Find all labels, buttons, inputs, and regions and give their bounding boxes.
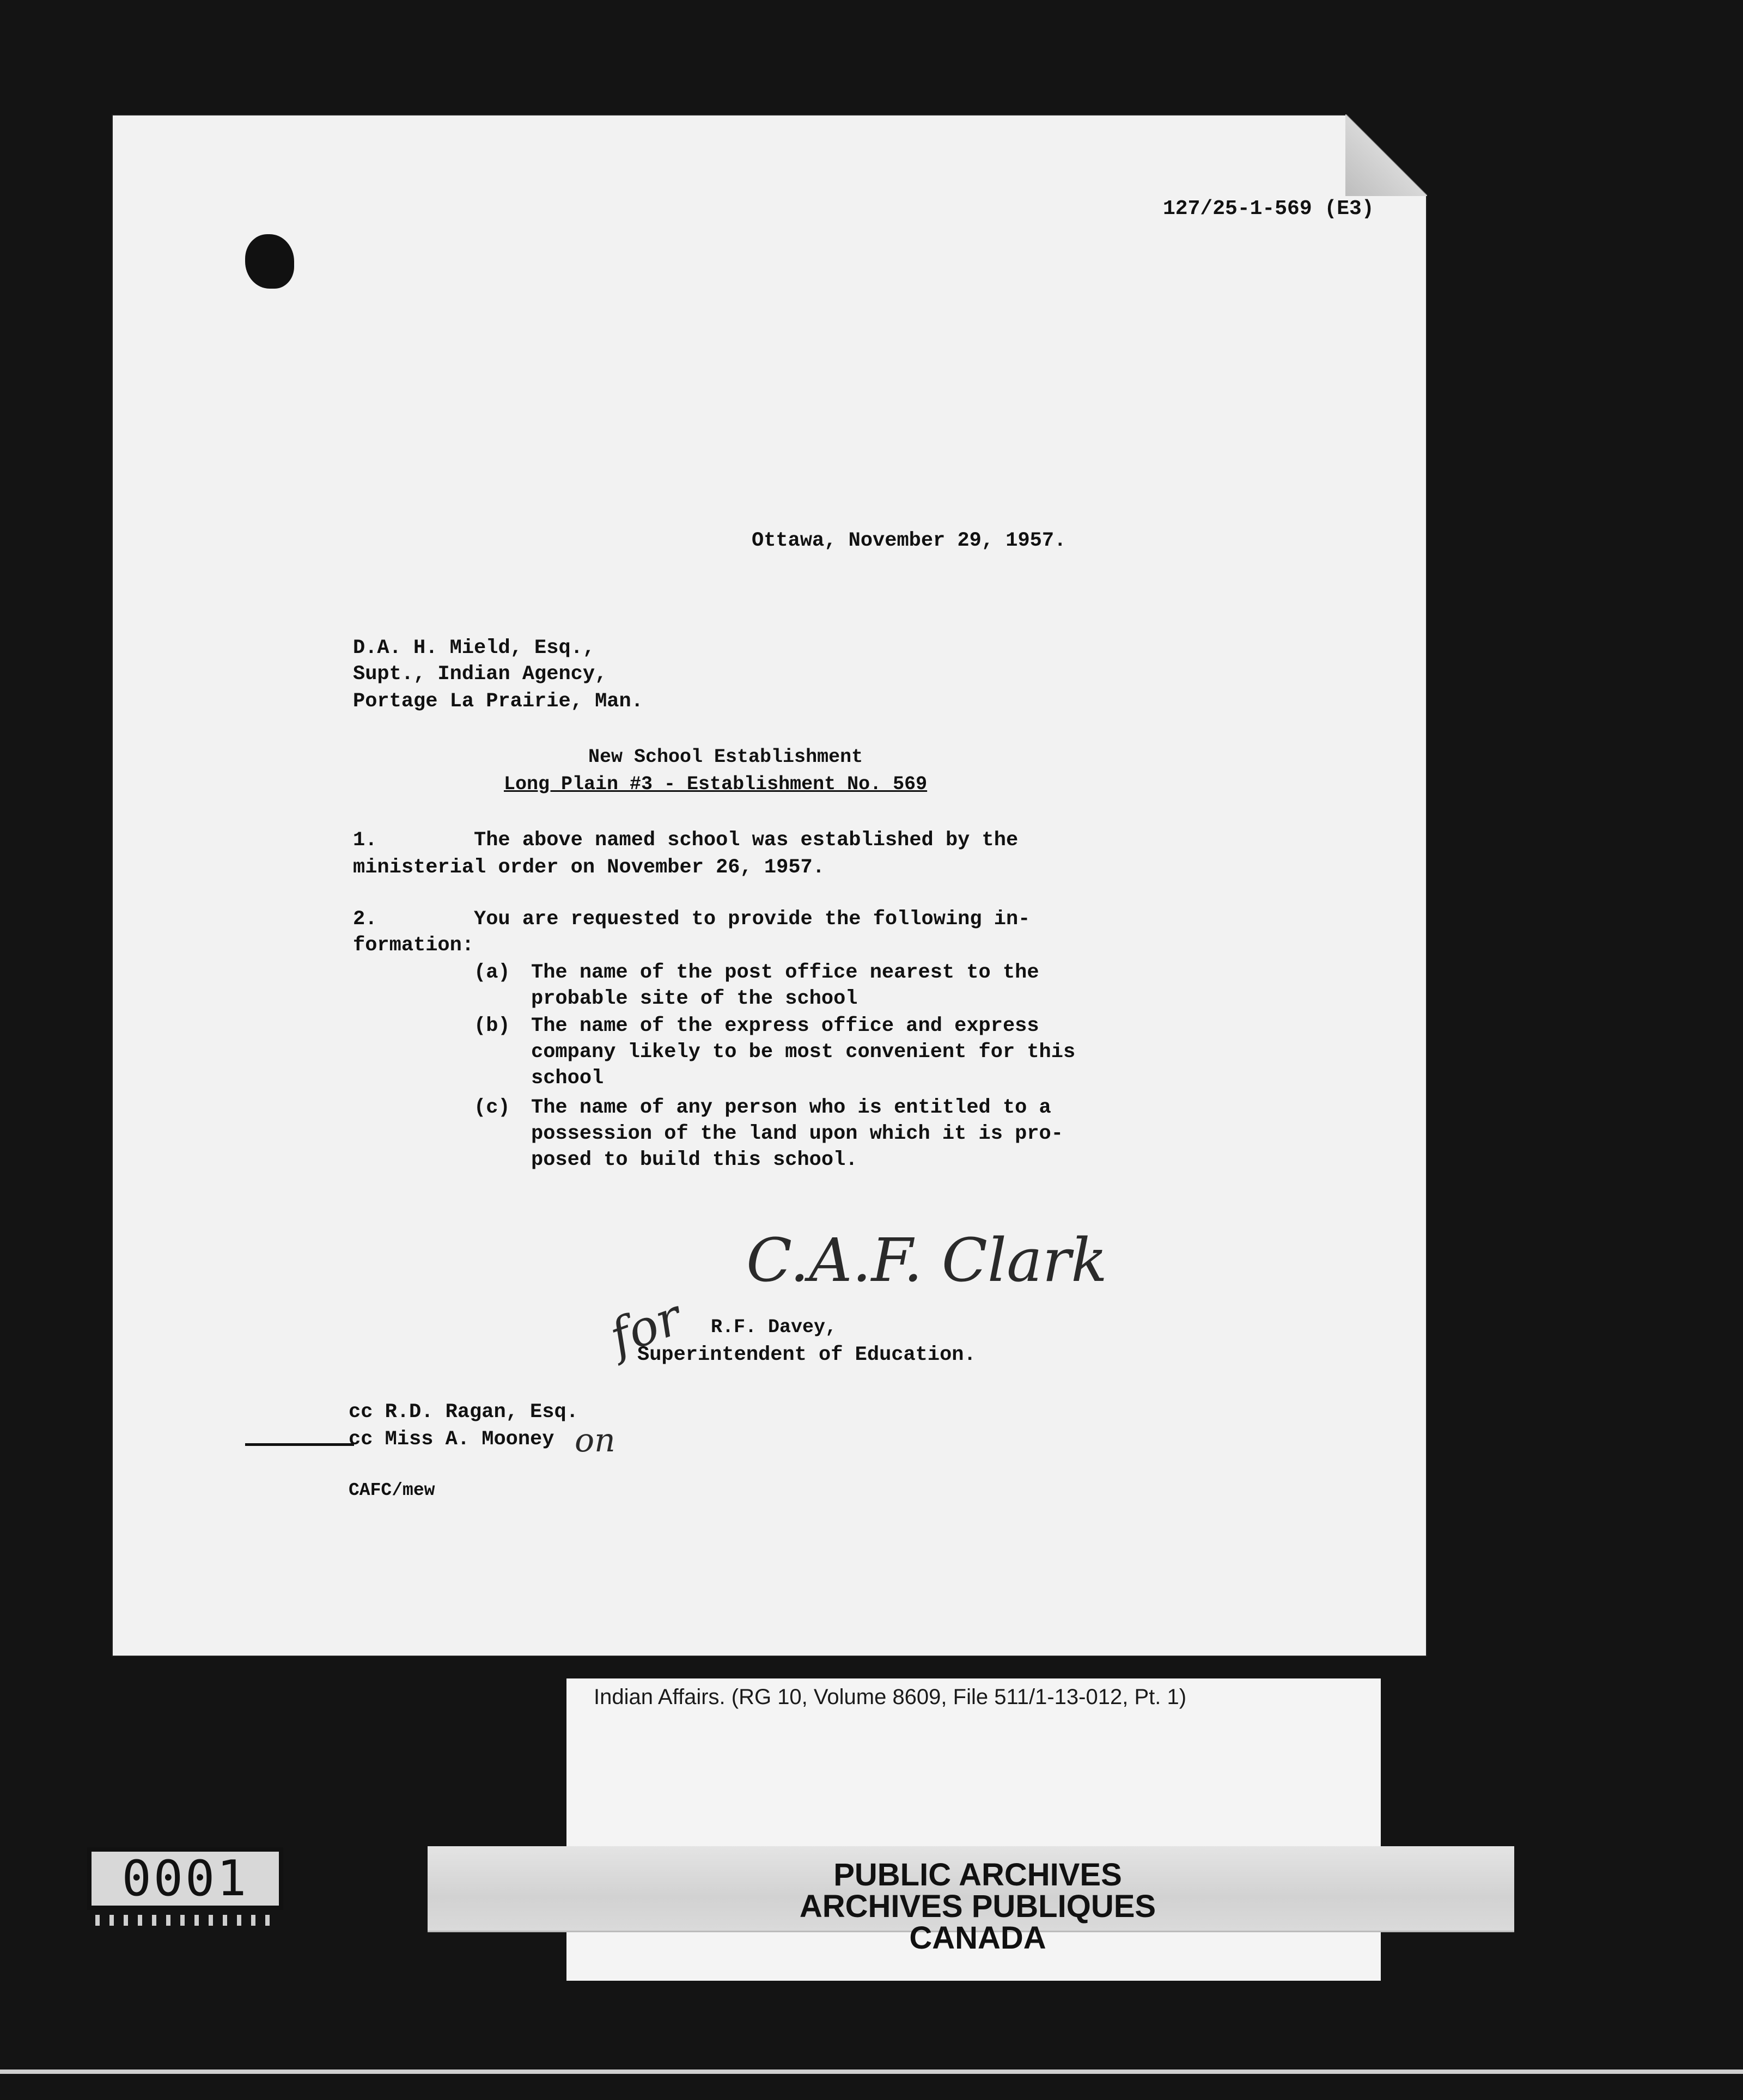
folded-corner-flap xyxy=(1345,114,1427,196)
film-edge xyxy=(0,2070,1743,2074)
list-item-b-marker: (b) xyxy=(474,1015,510,1037)
addressee-line-2: Supt., Indian Agency, xyxy=(353,663,607,686)
frame-ruler xyxy=(95,1915,275,1926)
archive-reference: Indian Affairs. (RG 10, Volume 8609, File 511/1-13-012, Pt. 1) xyxy=(594,1685,1187,1709)
archive-stamp-line-2: ARCHIVES PUBLIQUES xyxy=(799,1889,1156,1924)
date-line: Ottawa, November 29, 1957. xyxy=(752,529,1066,552)
list-item-a-line-1: The name of the post office nearest to the xyxy=(531,961,1039,984)
signer-name: R.F. Davey, xyxy=(711,1316,837,1338)
paragraph-2-line-1: You are requested to provide the following in- xyxy=(474,908,1031,931)
list-item-c-marker: (c) xyxy=(474,1096,510,1119)
cc-line-2: cc Miss A. Mooney xyxy=(349,1428,554,1451)
archive-stamp-line-3: CANADA xyxy=(909,1920,1046,1956)
archive-stamp-line-1: PUBLIC ARCHIVES xyxy=(833,1857,1122,1893)
for-mark: for xyxy=(602,1288,689,1367)
cc-line-1: cc R.D. Ragan, Esq. xyxy=(349,1401,578,1424)
list-item-c-line-1: The name of any person who is entitled to a xyxy=(531,1096,1051,1119)
signer-title: Superintendent of Education. xyxy=(637,1344,976,1366)
frame-counter: 0001 xyxy=(87,1847,283,1910)
addressee-line-1: D.A. H. Mield, Esq., xyxy=(353,637,595,660)
paragraph-1-line-1: The above named school was established by the xyxy=(474,829,1019,852)
list-item-a-line-2: probable site of the school xyxy=(531,987,858,1010)
archive-stamp xyxy=(738,1859,1217,1954)
paragraph-2-number: 2. xyxy=(353,908,377,931)
list-item-c-line-2: possession of the land upon which it is pro- xyxy=(531,1122,1063,1145)
list-item-b-line-1: The name of the express office and express xyxy=(531,1015,1039,1037)
list-item-a-marker: (a) xyxy=(474,961,510,984)
list-item-b-line-2: company likely to be most convenient for this xyxy=(531,1041,1076,1064)
typist-initials: CAFC/mew xyxy=(349,1480,435,1500)
list-item-b-line-3: school xyxy=(531,1067,604,1090)
letter-page xyxy=(112,114,1427,1657)
paragraph-2-line-2: formation: xyxy=(353,934,474,957)
subject-line-2: Long Plain #3 - Establishment No. 569 xyxy=(504,773,928,795)
handwritten-signature: C.A.F. Clark xyxy=(746,1225,1107,1295)
punch-hole xyxy=(245,234,294,289)
paragraph-1-number: 1. xyxy=(353,829,377,852)
cc-handwritten-suffix: on xyxy=(575,1421,615,1460)
subject-line-1: New School Establishment xyxy=(588,746,863,768)
file-number: 127/25-1-569 (E3) xyxy=(1163,197,1374,221)
addressee-line-3: Portage La Prairie, Man. xyxy=(353,690,643,713)
paragraph-1-line-2: ministerial order on November 26, 1957. xyxy=(353,856,825,879)
strike-line xyxy=(245,1443,354,1446)
list-item-c-line-3: posed to build this school. xyxy=(531,1149,858,1171)
